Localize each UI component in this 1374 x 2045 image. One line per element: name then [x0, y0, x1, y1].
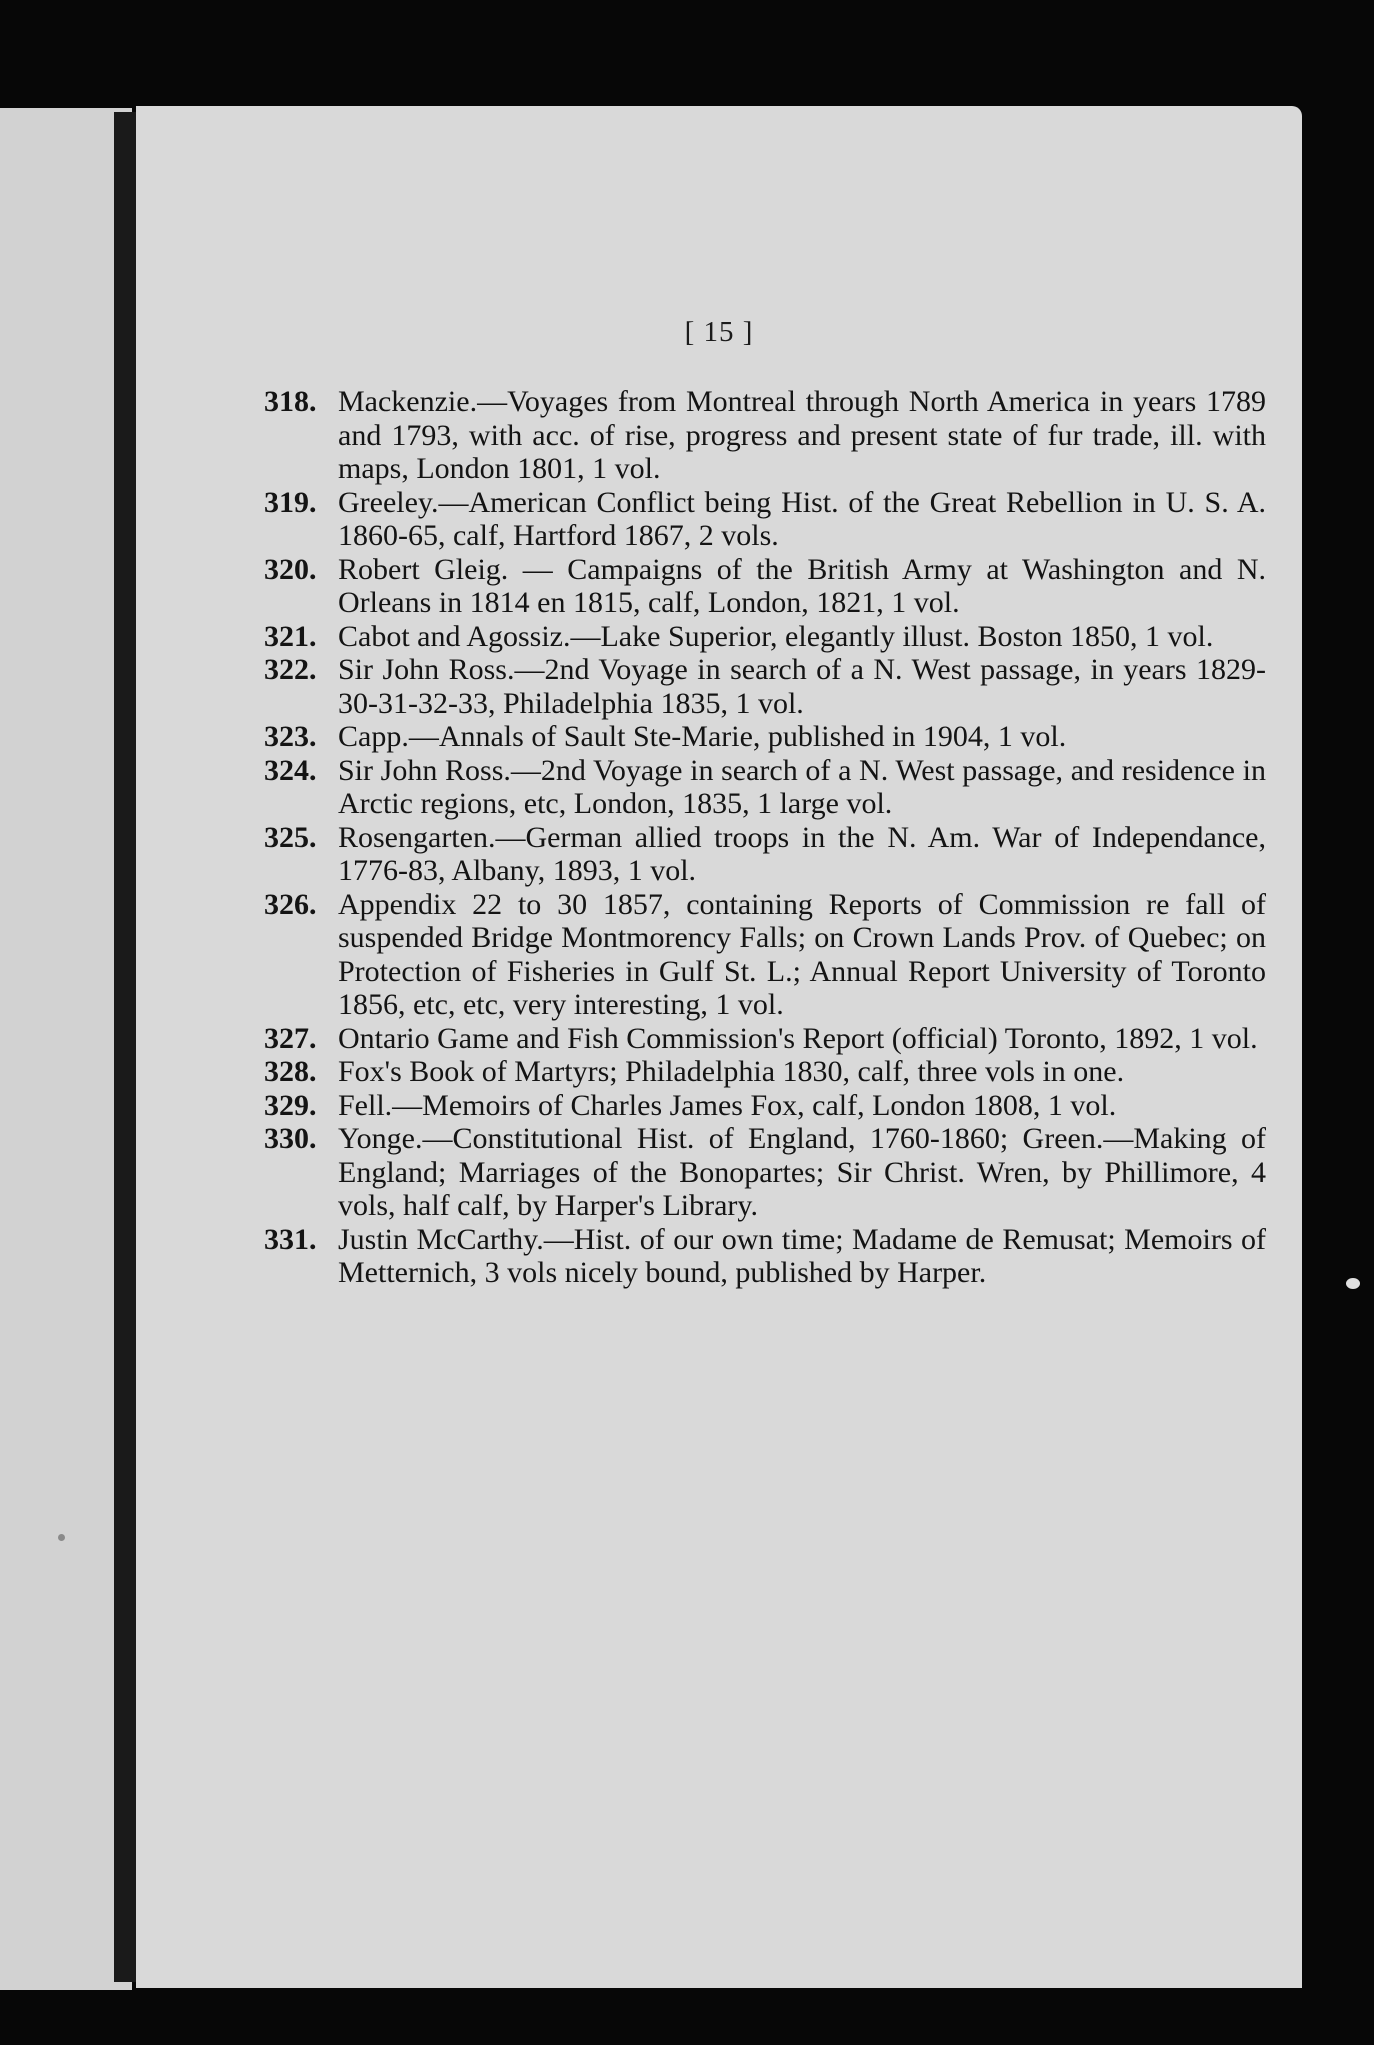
- entry-text: Mackenzie.—Voyages from Montreal through North America in years 1789 and 1793, with acc. of rise, progress and present state of fur trade, ill. with maps, London 1801, 1 vol.: [338, 385, 1266, 485]
- entry-number: 328.: [264, 1055, 317, 1088]
- entry-text: Sir John Ross.—2nd Voyage in search of a N. West passage, and residence in Arctic regions, etc, London, 1835, 1 large vol.: [338, 753, 1266, 820]
- catalogue-entry: [264, 720, 1266, 754]
- catalogue-entry: [264, 1055, 1266, 1089]
- entry-text: Appendix 22 to 30 1857, containing Reports of Commission re fall of suspended Bridge Montmorency Falls; on Crown Lands Prov. of Quebec; on Protection of Fisheries in Gulf St. L.; Annual Report University of Toronto 1856, etc, etc, very interesting, 1 vol.: [338, 887, 1266, 1021]
- entry-text: Fell.—Memoirs of Charles James Fox, calf, London 1808, 1 vol.: [338, 1088, 1117, 1122]
- entry-number: 325.: [264, 820, 317, 854]
- entry-number: 318.: [264, 385, 317, 418]
- entry-number: 321.: [264, 619, 317, 653]
- catalogue-entry: [264, 553, 1266, 620]
- catalogue-entry: [264, 1122, 1266, 1223]
- entry-number: 331.: [264, 1222, 317, 1256]
- catalogue-entry: [264, 754, 1266, 821]
- left-page-edge: [0, 108, 132, 1990]
- catalogue-entry: [264, 821, 1266, 888]
- entry-text: Sir John Ross.—2nd Voyage in search of a N. West passage, in years 1829-30-31-32-33, Philadelphia 1835, 1 vol.: [338, 653, 1266, 720]
- catalogue-entry: [264, 653, 1266, 720]
- entry-number: 322.: [264, 653, 317, 686]
- scan-speck: [58, 1534, 65, 1541]
- entry-text: Greeley.—American Conflict being Hist. of the Great Rebellion in U. S. A. 1860-65, calf, Hartford 1867, 2 vols.: [338, 485, 1266, 552]
- catalogue-entry: [264, 1223, 1266, 1290]
- entry-number: 319.: [264, 485, 317, 519]
- entry-text: Ontario Game and Fish Commission's Report (official) Toronto, 1892, 1 vol.: [338, 1021, 1258, 1055]
- entry-text: Rosengarten.—German allied troops in the N. Am. War of Independance, 1776-83, Albany, 1893, 1 vol.: [338, 820, 1266, 887]
- entry-text: Robert Gleig. — Campaigns of the British Army at Washington and N. Orleans in 1814 en 1815, calf, London, 1821, 1 vol.: [338, 552, 1266, 619]
- catalogue-entry: [264, 1022, 1266, 1056]
- catalogue-entry-list: [264, 385, 1266, 1290]
- entry-text: Capp.—Annals of Sault Ste-Marie, published in 1904, 1 vol.: [338, 720, 1067, 753]
- entry-number: 330.: [264, 1122, 317, 1155]
- book-gutter: [114, 112, 138, 1982]
- entry-number: 324.: [264, 753, 317, 787]
- entry-number: 323.: [264, 720, 317, 753]
- catalogue-entry: [264, 385, 1266, 486]
- page-number-header: [ 15 ]: [684, 316, 754, 348]
- entry-number: 329.: [264, 1088, 317, 1122]
- entry-number: 320.: [264, 552, 317, 586]
- scan-speck: [1346, 1278, 1360, 1289]
- entry-text: Cabot and Agossiz.—Lake Superior, elegantly illust. Boston 1850, 1 vol.: [338, 619, 1214, 653]
- catalogue-entry: [264, 620, 1266, 654]
- entry-number: 327.: [264, 1021, 317, 1055]
- entry-number: 326.: [264, 887, 317, 921]
- catalogue-entry: [264, 888, 1266, 1022]
- entry-text: Yonge.—Constitutional Hist. of England, 1760-1860; Green.—Making of England; Marriages of the Bonopartes; Sir Christ. Wren, by Phillimore, 4 vols, half calf, by Harper's Library.: [338, 1122, 1266, 1222]
- catalogue-entry: [264, 1089, 1266, 1123]
- entry-text: Justin McCarthy.—Hist. of our own time; Madame de Remusat; Memoirs of Metternich, 3 vols nicely bound, published by Harper.: [338, 1222, 1266, 1289]
- entry-text: Fox's Book of Martyrs; Philadelphia 1830, calf, three vols in one.: [338, 1055, 1125, 1088]
- catalogue-entry: [264, 486, 1266, 553]
- catalogue-page: [136, 106, 1302, 1988]
